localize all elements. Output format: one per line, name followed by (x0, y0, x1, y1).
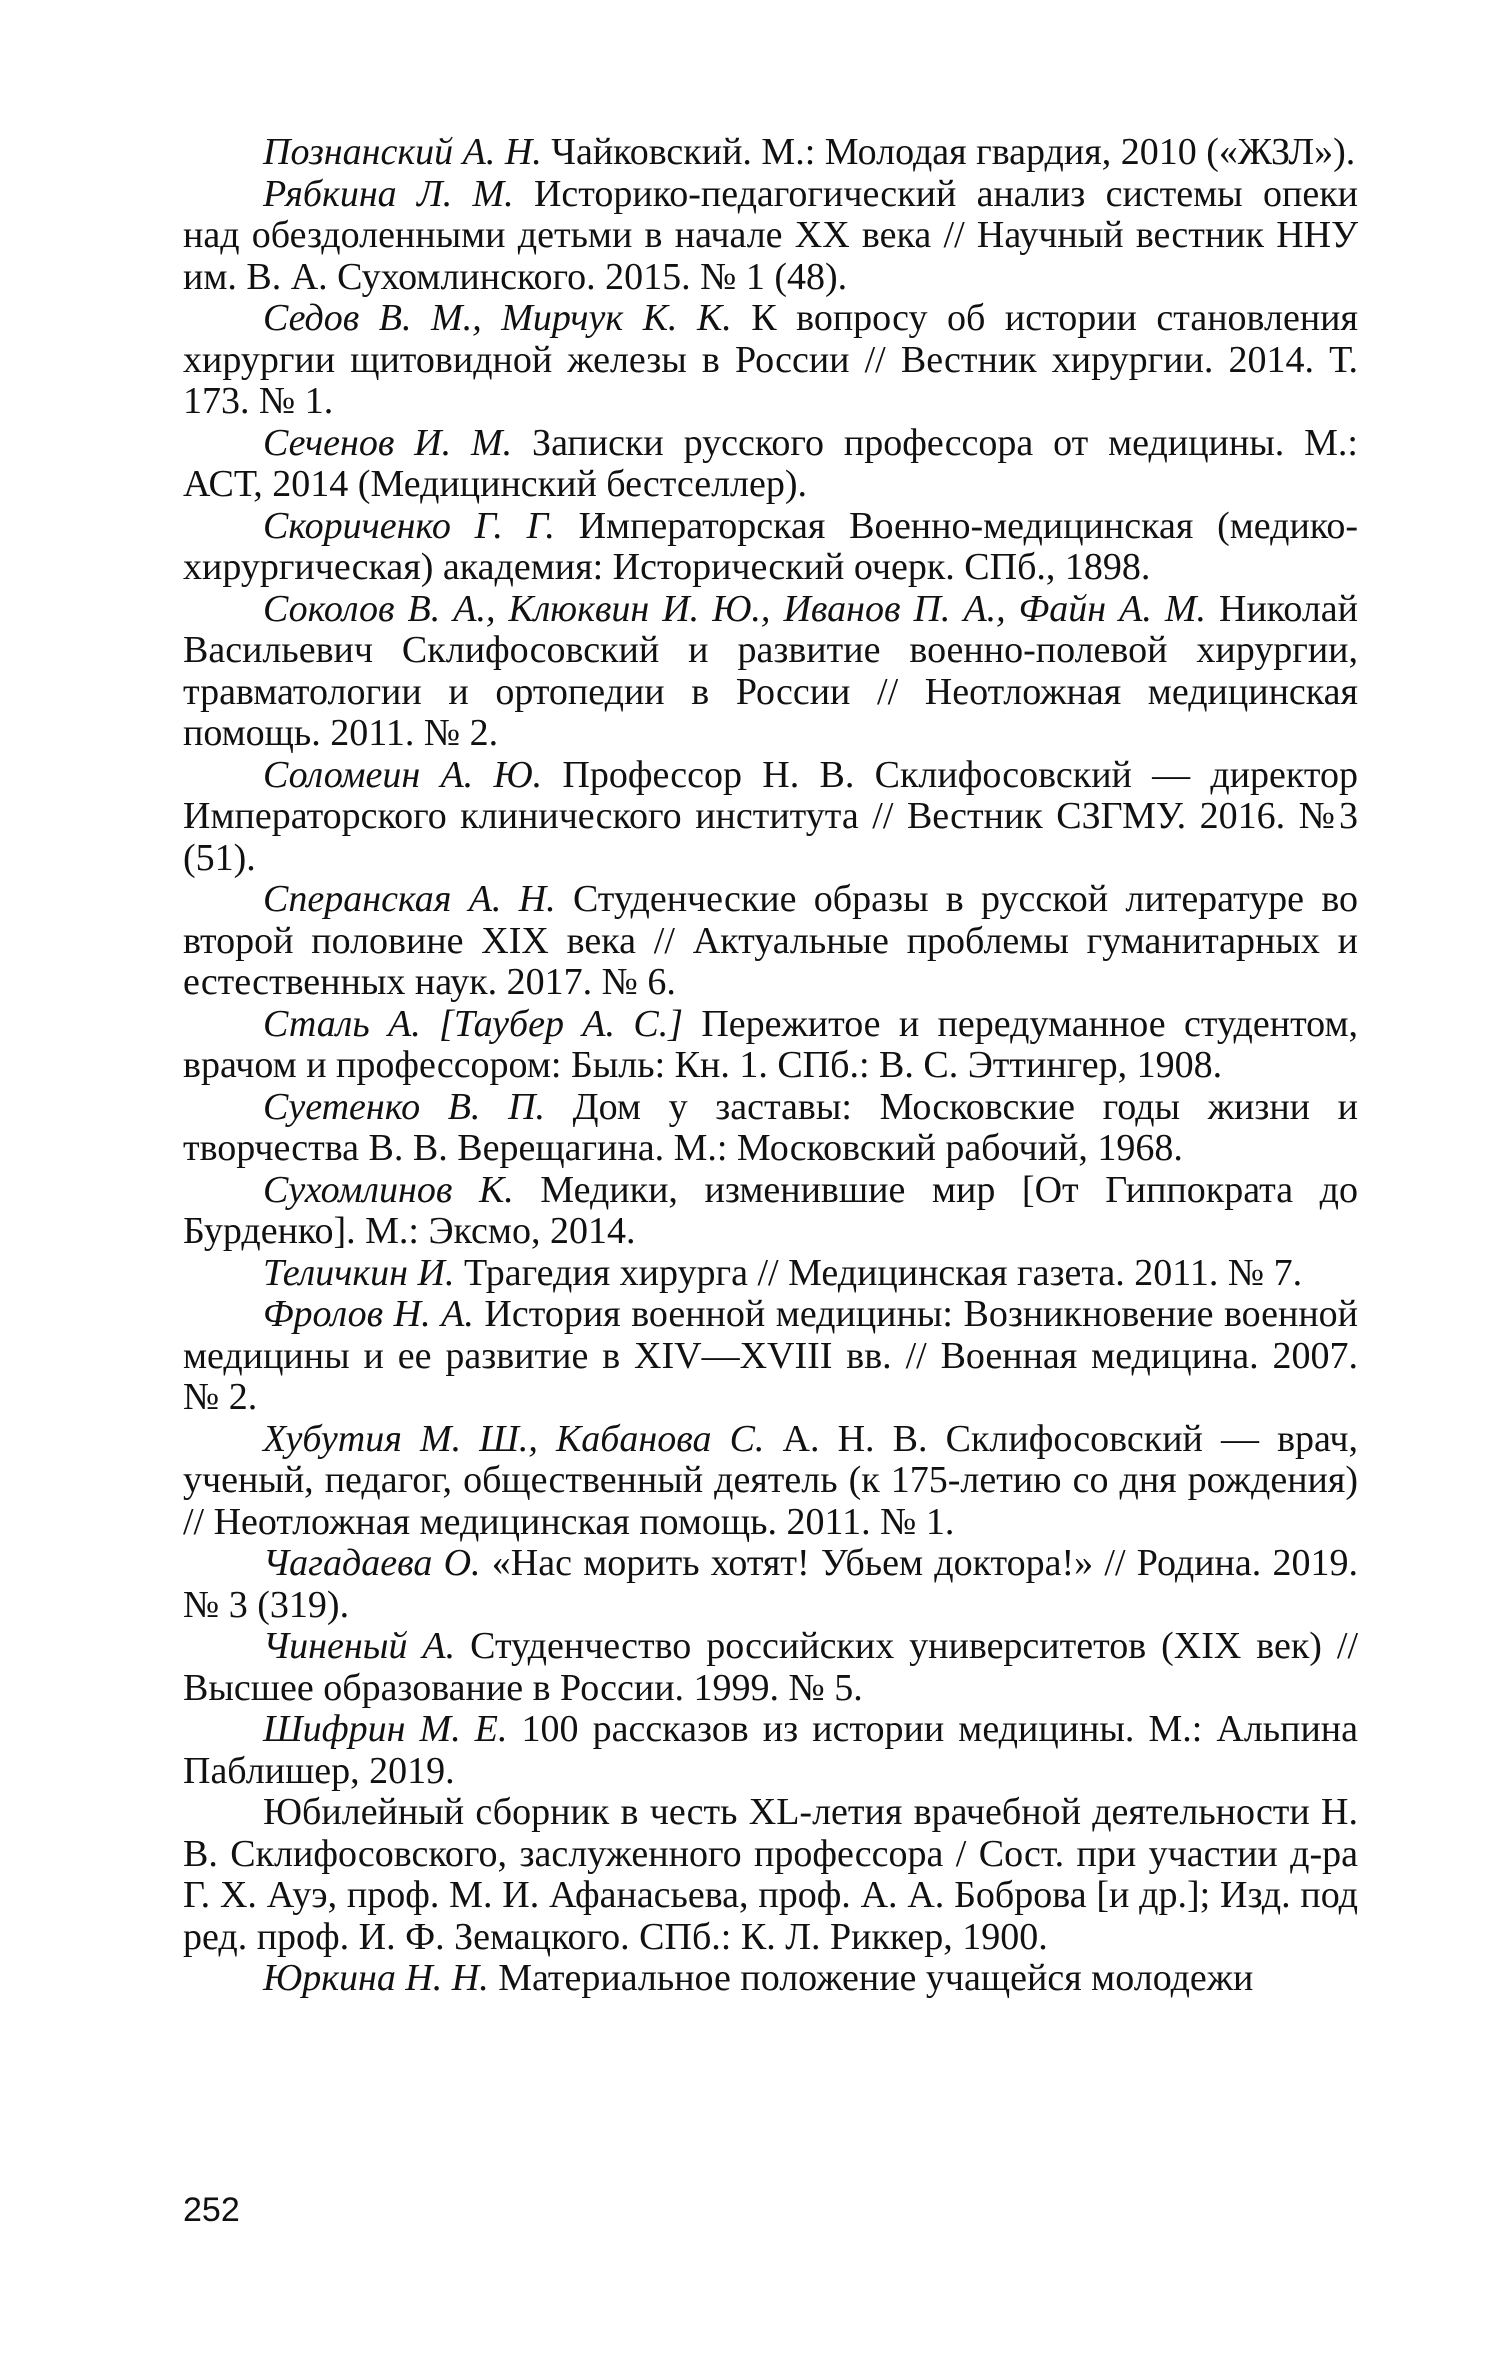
bibliography-entry (183, 1709, 1358, 1792)
bibliography-entry (183, 1419, 1358, 1544)
bibliography-entry (183, 423, 1358, 506)
entry-author: Фролов Н. А. (263, 1293, 474, 1335)
entry-author: Шифрин М. Е. (263, 1708, 508, 1750)
entry-text: Чайковский. М.: Молодая гвардия, 2010 («ЖЗЛ»). (541, 131, 1356, 173)
entry-text: Юбилейный сборник в честь XL-летия врачебной деятельности Н. В. Склифосовского, заслуженного профессора / Сост. при участии д-ра Г. Х. Ауэ, проф. М. И. Афанасьева, проф. А. А. Боброва [и др.]; Изд. под ред. проф. И. Ф. Земацкого. СПб.: К. Л. Риккер, 1900. (183, 1791, 1358, 1958)
bibliography-entry (183, 298, 1358, 423)
entry-text: Императорская Военно-медицинская (медико-хирургическая) академия: Исторический очерк. СПб., 1898. (183, 504, 1358, 588)
bibliography-entry (183, 879, 1358, 1004)
entry-author: Рябкина Л. М. (263, 172, 514, 215)
entry-text: Записки русского профессора от медицины. М.: АСТ, 2014 (Медицинский бестселлер). (183, 421, 1358, 505)
entry-author: Теличкин И. (263, 1251, 455, 1294)
entry-text: Дом у заставы: Московские годы жизни и творчества В. В. Верещагина. М.: Московский рабочий, 1968. (183, 1085, 1358, 1169)
bibliography-entry (183, 755, 1358, 880)
entry-author: Сталь А. [Таубер А. С.] (263, 1002, 683, 1045)
bibliography-entry (183, 1170, 1358, 1253)
entry-author: Соколов В. А., Клюквин И. Ю., Иванов П. А., Файн А. М. (263, 587, 1206, 630)
entry-text: А. Н. В. Склифосовский — врач, ученый, педагог, общественный деятель (к 175-летию со дня рождения) // Неотложная медицинская помощь. 2011. № 1. (183, 1417, 1359, 1543)
bibliography-entry (183, 1626, 1358, 1709)
bibliography-entry (183, 1958, 1358, 2000)
entry-text: Профессор Н. В. Склифосовский — директор Императорского клинического института // Вестник СЗГМУ. 2016. №3 (51). (183, 753, 1358, 879)
entry-text: Медики, изменившие мир [От Гиппократа до Бурденко]. М.: Эксмо, 2014. (183, 1168, 1358, 1252)
entry-author: Познанский А. Н. (263, 131, 542, 173)
entry-text: Николай Васильевич Склифосовский и развитие военно-полевой хирургии, травматологии и ортопедии в России // Неотложная медицинская помощь. 2011. № 2. (183, 587, 1358, 754)
bibliography-entry (183, 132, 1358, 174)
entry-text: Студенчество российских университетов (XIX век) // Высшее образование в России. 1999. № 5. (183, 1625, 1358, 1709)
entry-text: 100 рассказов из истории медицины. М.: Альпина Паблишер, 2019. (183, 1708, 1358, 1792)
entry-author: Сеченов И. М. (263, 421, 513, 464)
entry-text: Пережитое и передуманное студентом, врачом и профессором: Быль: Кн. 1. СПб.: В. С. Эттингер, 1908. (183, 1002, 1358, 1086)
bibliography-entry (183, 1543, 1358, 1626)
entry-author: Соломеин А. Ю. (263, 753, 543, 796)
entry-text: К вопросу об истории становления хирургии щитовидной железы в России // Вестник хирургии. 2014. Т. 173. № 1. (183, 297, 1358, 422)
entry-author: Седов В. М., Мирчук К. К. (263, 297, 732, 339)
entry-author: Юркина Н. Н. (263, 1957, 489, 1999)
bibliography-entry (183, 1253, 1358, 1295)
entry-author: Сперанская А. Н. (263, 878, 556, 920)
entry-author: Скориченко Г. Г. (263, 504, 555, 547)
entry-text: Историко-педагогический анализ системы опеки над обездоленными детьми в начале XX века // Научный вестник ННУ им. В. А. Сухомлинского. 2015. № 1 (48). (183, 172, 1358, 298)
entry-text: Трагедия хирурга // Медицинская газета. 2011. № 7. (454, 1251, 1303, 1294)
bibliography-entry (183, 1087, 1358, 1170)
bibliography-entry (183, 174, 1358, 299)
bibliography-entry (183, 589, 1358, 755)
entry-author: Чагадаева О. (263, 1542, 481, 1584)
entry-author: Чиненый А. (263, 1625, 456, 1667)
bibliography-list (183, 132, 1358, 2000)
bibliography-entry (183, 506, 1358, 589)
bibliography-entry (183, 1792, 1358, 1958)
entry-author: Хубутия М. Ш., Кабанова С. (263, 1417, 765, 1460)
entry-text: Студенческие образы в русской литературе во второй половине XIX века // Актуальные проблемы гуманитарных и естественных наук. 2017. № 6. (183, 878, 1359, 1003)
entry-author: Суетенко В. П. (263, 1085, 546, 1128)
entry-author: Сухомлинов К. (263, 1168, 514, 1211)
bibliography-entry (183, 1294, 1358, 1419)
entry-text: Материальное положение учащейся молодежи (488, 1957, 1254, 1999)
bibliography-entry (183, 1004, 1358, 1087)
page-number: 252 (183, 2191, 240, 2229)
entry-text: «Нас морить хотят! Убьем доктора!» // Родина. 2019. № 3 (319). (183, 1542, 1358, 1626)
entry-text: История военной медицины: Возникновение военной медицины и ее развитие в XIV—XVIII вв. // Военная медицина. 2007. № 2. (183, 1293, 1359, 1418)
